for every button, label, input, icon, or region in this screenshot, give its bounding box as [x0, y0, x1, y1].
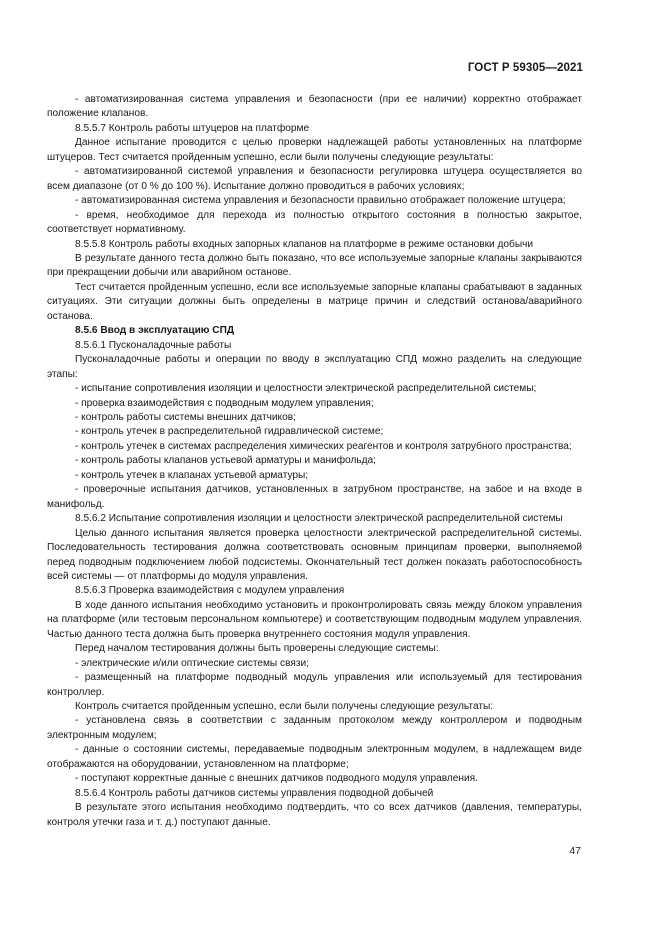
- paragraph: - проверка взаимодействия с подводным модулем управления;: [75, 397, 374, 409]
- document-standard-id: ГОСТ Р 59305—2021: [467, 62, 583, 74]
- paragraph: 8.5.5.7 Контроль работы штуцеров на платформе: [75, 122, 310, 134]
- document-body: [47, 93, 582, 830]
- paragraph: Тест считается пройденным успешно, если все используемые запорные клапаны срабатывают в заданных ситуациях. Эти ситуации должны быть определены в матрице причин и следствий останова/аварийного останова.: [47, 281, 582, 322]
- paragraph: Пусконаладочные работы и операции по вводу в эксплуатацию СПД можно разделить на следующие этапы:: [47, 354, 582, 380]
- paragraph: 8.5.5.8 Контроль работы входных запорных клапанов на платформе в режиме остановки добычи: [75, 238, 534, 250]
- page-number: 47: [569, 845, 581, 857]
- paragraph: - испытание сопротивления изоляции и целостности электрической распределительной системы;: [75, 383, 537, 395]
- paragraph: - автоматизированная система управления и безопасности правильно отображает положение штуцера;: [75, 195, 566, 207]
- paragraph: - проверочные испытания датчиков, установленных в затрубном пространстве, на забое и на входе в манифольд.: [47, 484, 582, 510]
- paragraph: 8.5.6.3 Проверка взаимодействия с модулем управления: [75, 585, 345, 597]
- paragraph: - размещенный на платформе подводный модуль управления или используемый для тестирования контроллер.: [47, 672, 582, 698]
- paragraph: Перед началом тестирования должны быть проверены следующие системы:: [75, 643, 439, 655]
- paragraph: - время, необходимое для перехода из полностью открытого состояния в полностью закрытое, соответствует нормативному.: [47, 209, 582, 236]
- paragraph: Данное испытание проводится с целью проверки надлежащей работы установленных на платформе штуцеров. Тест считается пройденным успешно, если были получены следующие результаты:: [47, 137, 582, 163]
- paragraph: Целью данного испытания является проверка целостности электрической распределительной системы. Последовательность тестирования должна соответствовать основным принципам проверки, выполняемой перед подводным подключением любой подсистемы. Окончательный тест должен показать работоспособность всей системы — от платформы до модуля управления.: [47, 527, 582, 582]
- paragraph: - контроль работы системы внешних датчиков;: [75, 411, 296, 423]
- paragraph: - данные о состоянии системы, передаваемые подводным электронным модулем, в надлежащем виде отображаются на оборудовании, установленном на платформе;: [47, 744, 582, 770]
- paragraph: - установлена связь в соответствии с заданным протоколом между контроллером и подводным электронным модулем;: [47, 715, 582, 741]
- paragraph: - поступают корректные данные с внешних датчиков подводного модуля управления.: [75, 773, 478, 785]
- paragraph: 8.5.6.1 Пусконаладочные работы: [75, 339, 232, 351]
- paragraph: 8.5.6.2 Испытание сопротивления изоляции и целостности электрической распределительной системы: [75, 513, 563, 525]
- paragraph: - контроль утечек в клапанах устьевой арматуры;: [75, 469, 309, 481]
- paragraph: - контроль работы клапанов устьевой арматуры и манифольда;: [75, 455, 376, 467]
- paragraph: - контроль утечек в системах распределения химических реагентов и контроля затрубного пространства;: [75, 440, 572, 452]
- paragraph: В результате этого испытания необходимо подтвердить, что со всех датчиков (давления, температуры, контроля утечки газа и т. д.) поступают данные.: [47, 802, 582, 828]
- paragraph: Контроль считается пройденным успешно, если были получены следующие результаты:: [75, 701, 494, 713]
- paragraph: - контроль утечек в распределительной гидравлической системе;: [75, 426, 384, 438]
- paragraph: В результате данного теста должно быть показано, что все используемые запорные клапаны закрываются при прекращении добычи или аварийном останове.: [47, 252, 582, 279]
- paragraph: - электрические и/или оптические системы связи;: [75, 657, 309, 669]
- paragraph: - автоматизированная система управления и безопасности (при ее наличии) корректно отображает положение клапанов.: [47, 94, 582, 120]
- section-heading: 8.5.6 Ввод в эксплуатацию СПД: [75, 325, 235, 337]
- paragraph: - автоматизированной системой управления и безопасности регулировка штуцера осуществляется во всем диапазоне (от 0 % до 100 %). Испытание должно проводиться в рабочих условиях;: [47, 166, 582, 192]
- paragraph: 8.5.6.4 Контроль работы датчиков системы управления подводной добычей: [75, 787, 434, 799]
- paragraph: В ходе данного испытания необходимо установить и проконтролировать связь между блоком управления на платформе (или тестовым персональном компьютере) и соответствующим подводным модулем управления. Частью данного теста должна быть проверка внутреннего состояния модуля управления.: [47, 599, 582, 640]
